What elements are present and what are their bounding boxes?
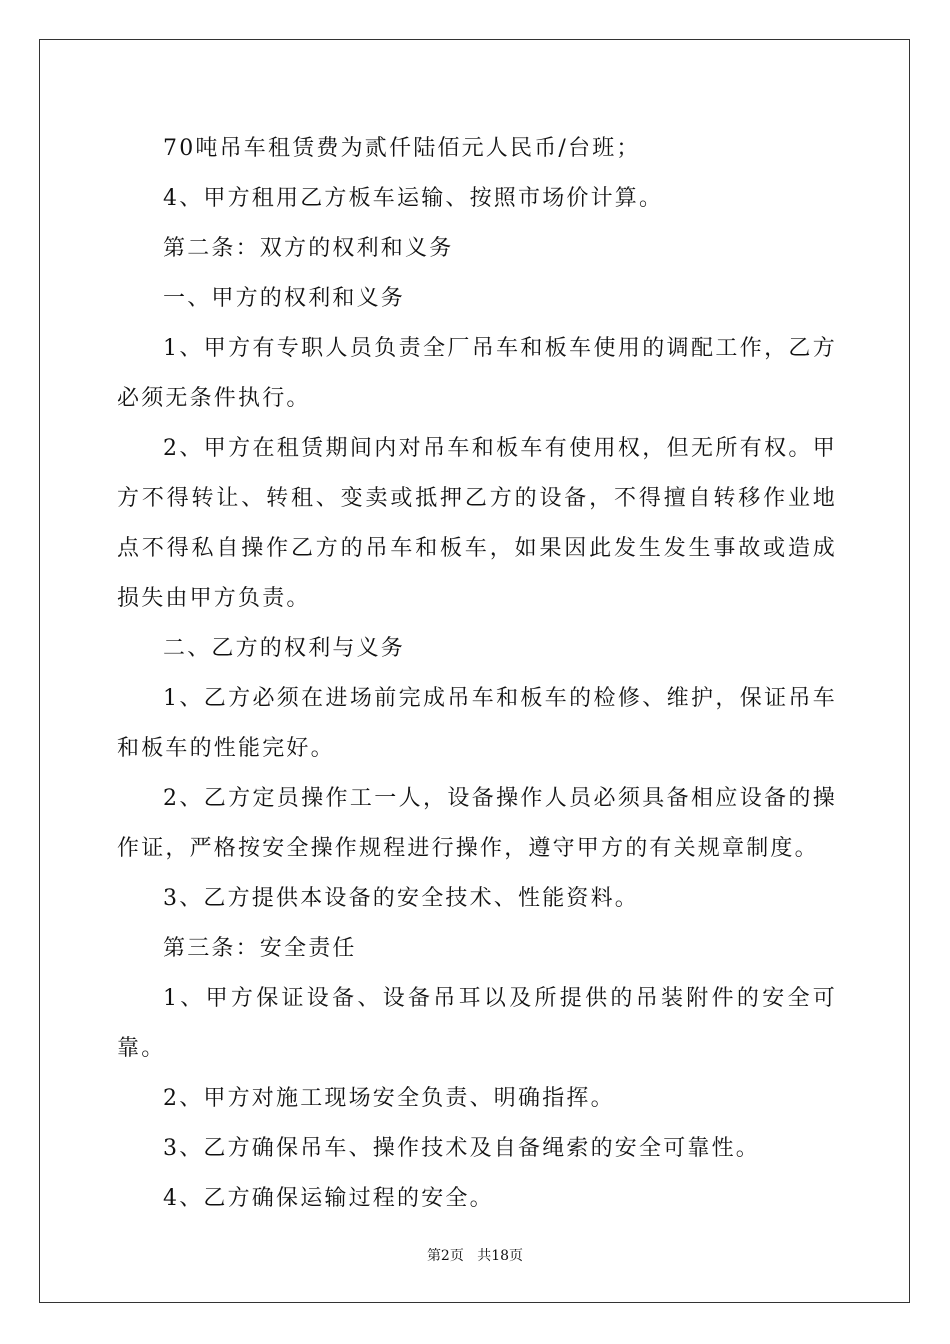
page-footer <box>0 1247 950 1265</box>
section-heading: 第二条：双方的权利和义务 <box>163 236 454 261</box>
paragraph: 3、乙方确保吊车、操作技术及自备绳索的安全可靠性。 <box>163 1136 760 1161</box>
subsection-heading: 二、乙方的权利与义务 <box>163 636 406 661</box>
paragraph: 2、乙方定员操作工一人，设备操作人员必须具备相应设备的操作证，严格按安全操作规程进行操作，遵守甲方的有关规章制度。 <box>117 786 837 861</box>
paragraph: 2、甲方在租赁期间内对吊车和板车有使用权，但无所有权。甲方不得转让、转租、变卖或抵押乙方的设备，不得擅自转移作业地点不得私自操作乙方的吊车和板车，如果因此发生发生事故或造成损失由甲方负责。 <box>117 436 837 611</box>
section-heading: 第三条：安全责任 <box>163 936 357 961</box>
paragraph: 1、甲方保证设备、设备吊耳以及所提供的吊装附件的安全可靠。 <box>117 986 837 1061</box>
paragraph: 70吨吊车租赁费为贰仟陆佰元人民币/台班； <box>163 136 641 161</box>
paragraph: 4、乙方确保运输过程的安全。 <box>163 1186 494 1211</box>
document-body <box>117 124 837 1224</box>
paragraph: 2、甲方对施工现场安全负责、明确指挥。 <box>163 1086 615 1111</box>
paragraph: 1、甲方有专职人员负责全厂吊车和板车使用的调配工作，乙方必须无条件执行。 <box>117 336 837 411</box>
page-total: 共18页 <box>477 1248 524 1264</box>
paragraph: 4、甲方租用乙方板车运输、按照市场价计算。 <box>163 186 664 211</box>
paragraph: 1、乙方必须在进场前完成吊车和板车的检修、维护，保证吊车和板车的性能完好。 <box>117 686 837 761</box>
subsection-heading: 一、甲方的权利和义务 <box>163 286 406 311</box>
page-number: 第2页 <box>426 1248 464 1264</box>
paragraph: 3、乙方提供本设备的安全技术、性能资料。 <box>163 886 639 911</box>
